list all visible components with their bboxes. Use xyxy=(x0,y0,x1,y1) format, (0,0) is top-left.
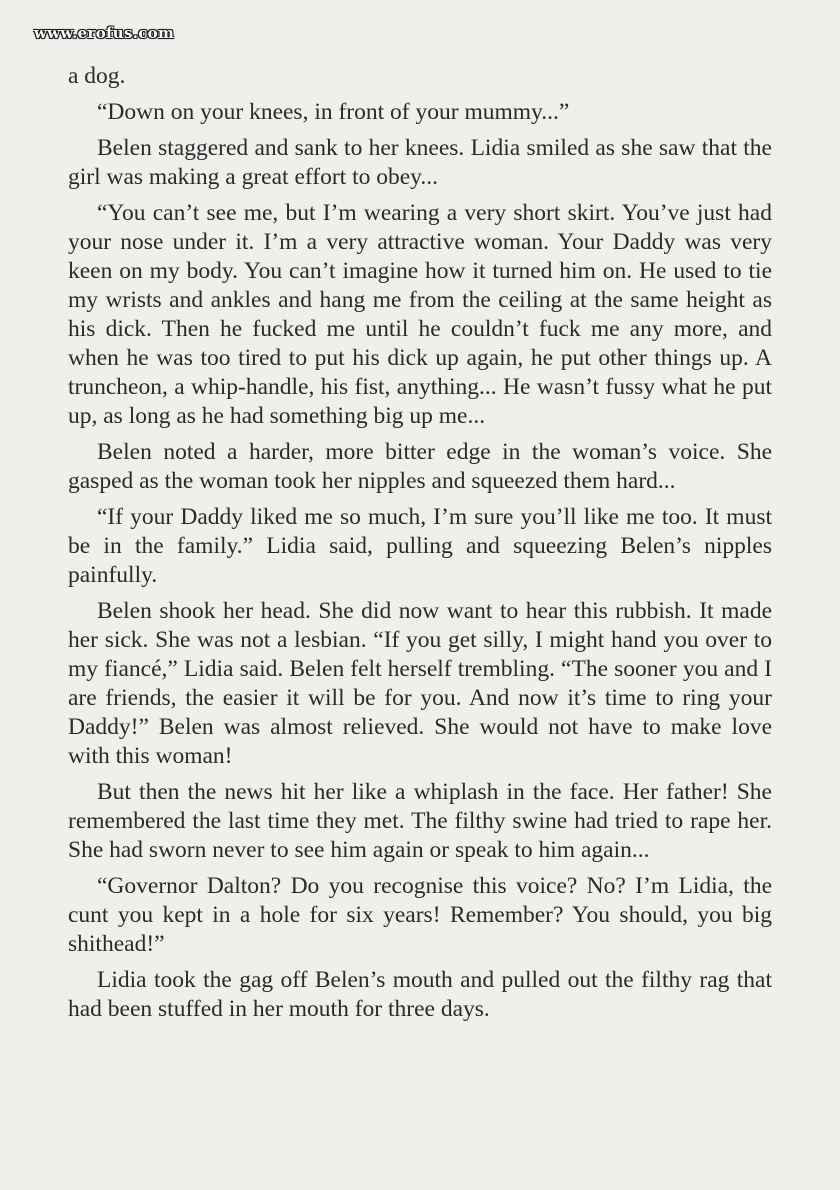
site-watermark: www.erofus.com xyxy=(34,24,175,42)
paragraph-7: Belen shook her head. She did now want to hear this rubbish. It made her sick. She was not a lesbian. “If you get silly, I might hand you over to my fiancé,” Lidia said. Belen felt herself trembling. “The sooner you and I are friends, the easier it will be for you. And now it’s time to ring your Daddy!” Belen was almost relieved. She would not have to make love with this woman! xyxy=(68,598,772,769)
paragraph-9: “Governor Dalton? Do you recognise this voice? No? I’m Lidia, the cunt you kept in a hole for six years! Remember? You should, you big shithead!” xyxy=(68,873,772,957)
paragraph-2: “Down on your knees, in front of your mummy...” xyxy=(97,99,570,125)
paragraph-10: Lidia took the gag off Belen’s mouth and pulled out the filthy rag that had been stuffed in her mouth for three days. xyxy=(68,967,772,1022)
page-text xyxy=(68,62,772,1031)
paragraph-8: But then the news hit her like a whiplash in the face. Her father! She remembered the last time they met. The filthy swine had tried to rape her. She had sworn never to see him again or speak to him again... xyxy=(68,779,772,863)
paragraph-6: “If your Daddy liked me so much, I’m sure you’ll like me too. It must be in the family.” Lidia said, pulling and squeezing Belen’s nipples painfully. xyxy=(68,504,772,588)
paragraph-3: Belen staggered and sank to her knees. Lidia smiled as she saw that the girl was making a great effort to obey... xyxy=(68,135,772,190)
paragraph-5: Belen noted a harder, more bitter edge in the woman’s voice. She gasped as the woman took her nipples and squeezed them hard... xyxy=(68,439,772,494)
paragraph-1: a dog. xyxy=(68,63,126,89)
paragraph-4: “You can’t see me, but I’m wearing a very short skirt. You’ve just had your nose under it. I’m a very attractive woman. Your Daddy was very keen on my body. You can’t imagine how it turned him on. He used to tie my wrists and ankles and hang me from the ceiling at the same height as his dick. Then he fucked me until he couldn’t fuck me any more, and when he was too tired to put his dick up again, he put other things up. A truncheon, a whip-handle, his fist, anything... He wasn’t fussy what he put up, as long as he had something big up me... xyxy=(68,200,772,429)
